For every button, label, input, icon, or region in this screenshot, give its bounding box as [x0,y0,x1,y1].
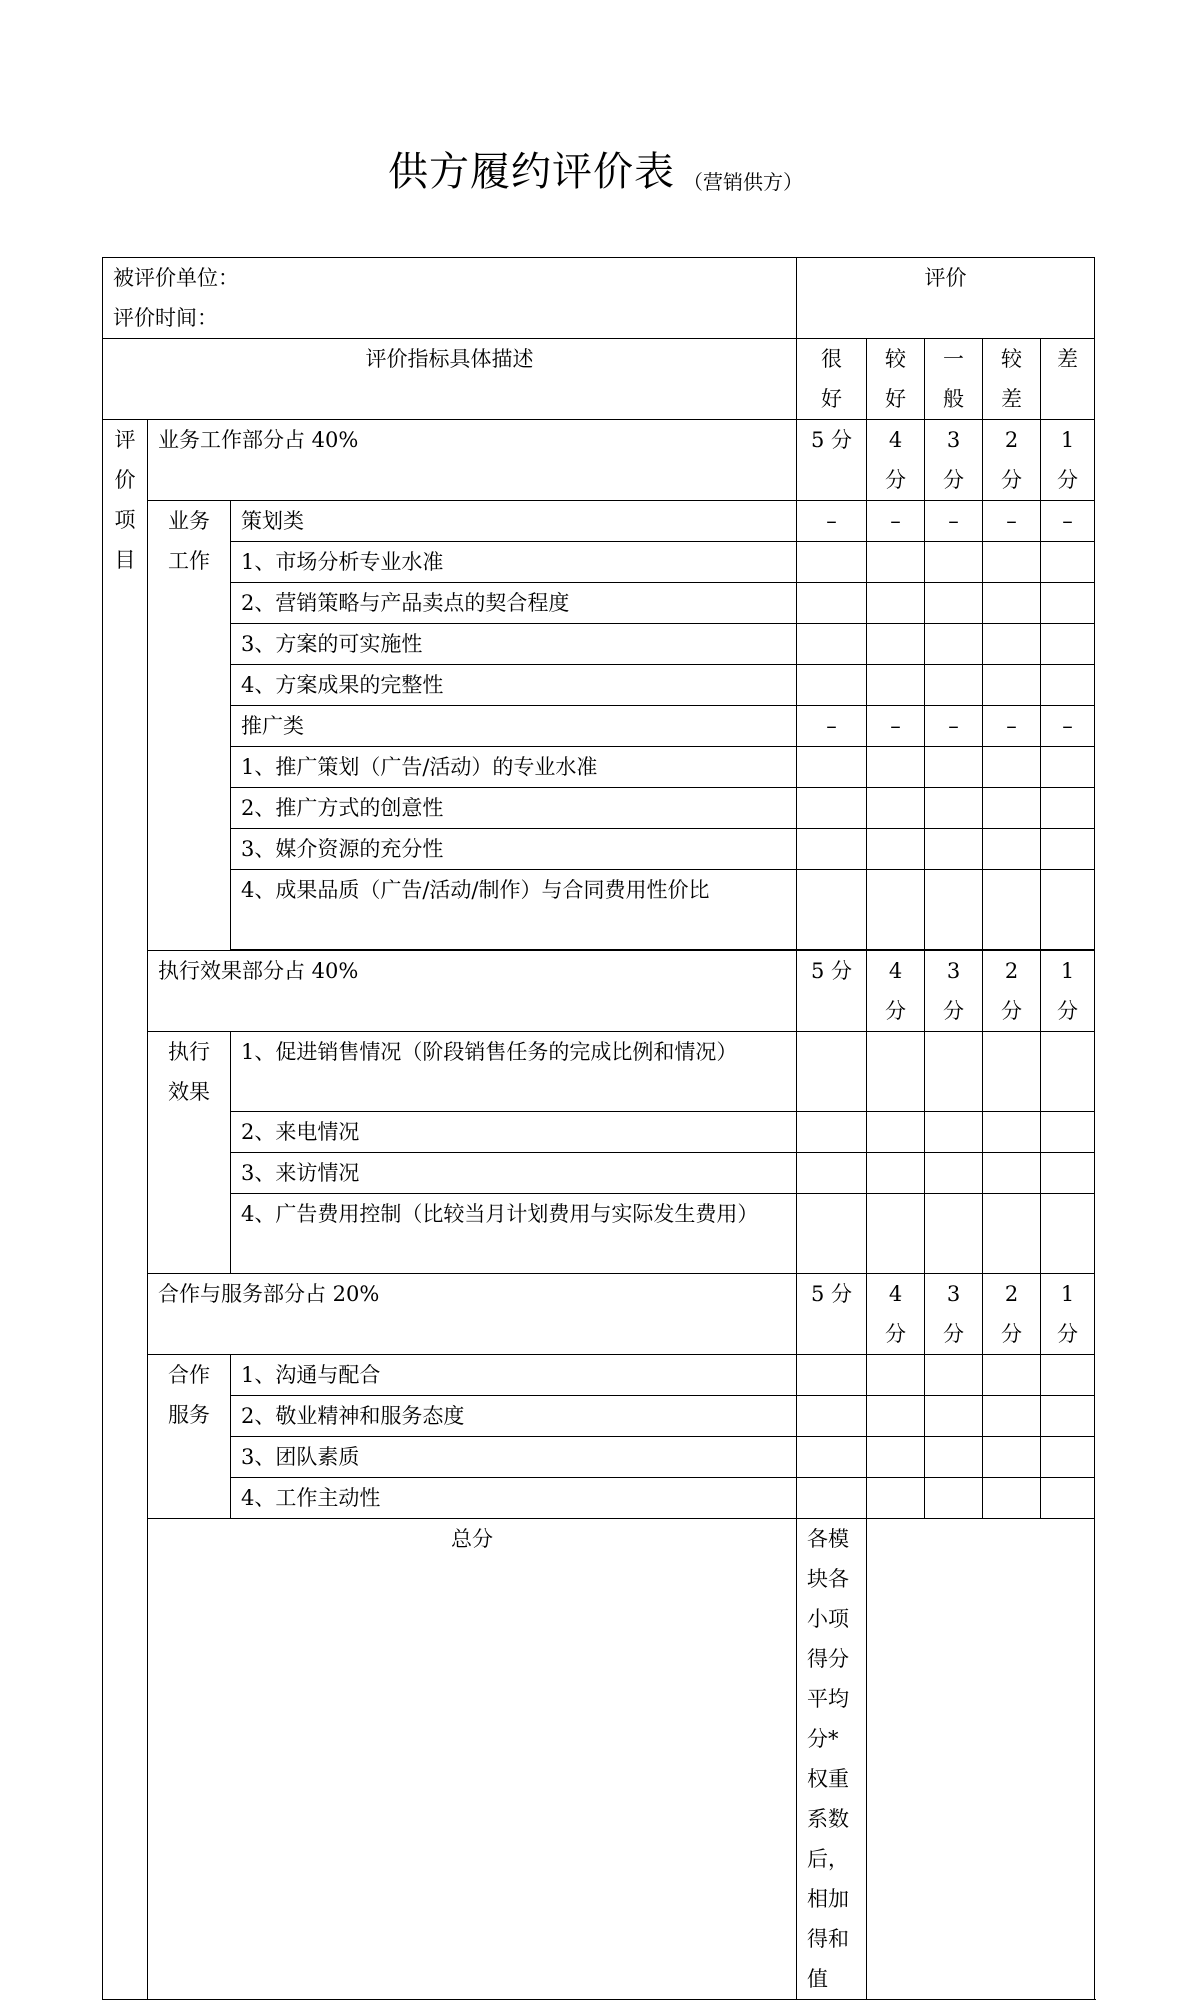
table-row [103,583,1095,624]
score-cell[interactable] [867,624,925,665]
score-cell[interactable] [925,583,983,624]
business-label: 业务 工作 [148,501,231,951]
dash-cell: – [925,501,983,542]
description-label: 评价指标具体描述 [365,347,534,371]
score-cell[interactable] [867,1355,925,1396]
score-cell[interactable] [983,1478,1041,1519]
score-cell[interactable] [925,624,983,665]
score-cell[interactable] [867,1112,925,1153]
score-cell[interactable] [797,542,867,583]
score-cell[interactable] [983,583,1041,624]
dash-cell: – [797,706,867,747]
score-cell[interactable] [983,747,1041,788]
score-cell[interactable] [1041,1355,1095,1396]
score-cell[interactable] [797,1437,867,1478]
score-cell[interactable] [983,1355,1041,1396]
score-cell[interactable] [867,1396,925,1437]
table-row [103,829,1095,870]
score-cell[interactable] [925,1478,983,1519]
score-cell[interactable] [1041,747,1095,788]
score-1: 1 分 [1041,1274,1095,1355]
evaluation-header [797,258,1095,339]
score-2: 2 分 [983,951,1041,1032]
table-row [103,1437,1095,1478]
score-cell[interactable] [983,665,1041,706]
execution-section-title: 执行效果部分占 40% [148,951,797,1032]
page-title: 供方履约评价表 [388,149,675,195]
score-cell[interactable] [797,829,867,870]
score-cell[interactable] [797,870,867,950]
score-1: 1 分 [1041,951,1095,1032]
table-row [103,1478,1095,1519]
item-text: 1、推广策划（广告/活动）的专业水准 [231,747,797,788]
promotion-head-row [103,706,1095,747]
score-cell[interactable] [1041,665,1095,706]
table-row [103,624,1095,665]
score-cell[interactable] [797,788,867,829]
item-text: 4、工作主动性 [231,1478,797,1519]
score-cell[interactable] [797,1396,867,1437]
score-5: 5 分 [797,951,867,1032]
score-cell[interactable] [867,1032,925,1112]
evaluation-table [102,257,1095,2000]
item-text: 3、方案的可实施性 [231,624,797,665]
score-1: 1 分 [1041,420,1095,501]
score-cell[interactable] [1041,1396,1095,1437]
item-text: 4、成果品质（广告/活动/制作）与合同费用性价比 [231,870,797,950]
page-subtitle: （营销供方） [683,170,803,194]
score-5: 5 分 [797,1274,867,1355]
score-cell[interactable] [867,1153,925,1194]
score-cell[interactable] [797,1355,867,1396]
score-cell[interactable] [925,829,983,870]
score-cell[interactable] [983,870,1041,950]
score-cell[interactable] [797,1032,867,1112]
dash-cell: – [867,706,925,747]
item-text: 4、方案成果的完整性 [231,665,797,706]
score-cell[interactable] [797,1153,867,1194]
score-cell[interactable] [983,1153,1041,1194]
dash-cell: – [1041,501,1095,542]
score-4: 4 分 [867,1274,925,1355]
item-text: 2、推广方式的创意性 [231,788,797,829]
table-row [103,1032,1095,1112]
planning-head: 策划类 [231,501,797,542]
cooperation-label: 合作 服务 [148,1355,231,1519]
score-cell[interactable] [867,1194,925,1274]
dash-cell: – [925,706,983,747]
score-cell[interactable] [867,829,925,870]
score-cell[interactable] [867,583,925,624]
score-cell[interactable] [1041,1032,1095,1112]
score-cell[interactable] [925,1355,983,1396]
table-row [103,747,1095,788]
item-text: 3、团队素质 [231,1437,797,1478]
item-text: 2、营销策略与产品卖点的契合程度 [231,583,797,624]
execution-section-row [103,951,1095,1032]
rating-bad: 差 [1041,339,1095,420]
score-cell[interactable] [983,1112,1041,1153]
score-cell[interactable] [983,542,1041,583]
score-2: 2 分 [983,420,1041,501]
score-cell[interactable] [1041,624,1095,665]
total-description: 各模块各小项得分平均分*权重系数后，相加得和值 [797,1519,867,2000]
score-cell[interactable] [1041,583,1095,624]
score-cell[interactable] [867,788,925,829]
execution-label: 执行 效果 [148,1032,231,1274]
score-cell[interactable] [925,747,983,788]
score-cell[interactable] [925,870,983,950]
score-cell[interactable] [925,1153,983,1194]
score-cell[interactable] [983,829,1041,870]
table-row [103,788,1095,829]
score-2: 2 分 [983,1274,1041,1355]
table-row [103,1396,1095,1437]
rating-good: 较 好 [867,339,925,420]
table-row [103,1153,1095,1194]
table-row [103,665,1095,706]
score-cell[interactable] [867,1478,925,1519]
score-cell[interactable] [925,542,983,583]
score-cell[interactable] [925,665,983,706]
score-3: 3 分 [925,951,983,1032]
score-cell[interactable] [1041,1153,1095,1194]
score-cell[interactable] [925,788,983,829]
evaluation-items-label: 评 价 项 目 [103,420,148,2000]
score-cell[interactable] [797,1112,867,1153]
score-cell[interactable] [1041,870,1095,950]
business-section-row [103,420,1095,501]
unit-label: 被评价单位： [113,266,239,290]
score-cell[interactable] [925,1194,983,1274]
score-3: 3 分 [925,420,983,501]
score-cell[interactable] [1041,542,1095,583]
score-cell[interactable] [1041,1478,1095,1519]
score-cell[interactable] [983,1396,1041,1437]
header-row-unit [103,258,1095,339]
item-text: 2、敬业精神和服务态度 [231,1396,797,1437]
planning-head-row [103,501,1095,542]
score-cell[interactable] [1041,788,1095,829]
rating-average: 一 般 [925,339,983,420]
score-4: 4 分 [867,951,925,1032]
time-label: 评价时间： [113,306,218,330]
table-row [103,1112,1095,1153]
score-4: 4 分 [867,420,925,501]
score-cell[interactable] [1041,1194,1095,1274]
title-block [0,140,1191,197]
total-score-cell[interactable] [867,1519,1095,2000]
evaluation-label: 评价 [924,266,967,290]
table-row [103,1355,1095,1396]
score-cell[interactable] [797,1478,867,1519]
score-cell[interactable] [1041,1437,1095,1478]
score-cell[interactable] [867,1437,925,1478]
score-cell[interactable] [797,1194,867,1274]
score-cell[interactable] [925,1396,983,1437]
score-cell[interactable] [867,542,925,583]
item-text: 1、沟通与配合 [231,1355,797,1396]
cooperation-section-row [103,1274,1095,1355]
dash-cell: – [797,501,867,542]
item-text: 3、媒介资源的充分性 [231,829,797,870]
dash-cell: – [867,501,925,542]
item-text: 2、来电情况 [231,1112,797,1153]
item-text: 3、来访情况 [231,1153,797,1194]
score-cell[interactable] [983,1437,1041,1478]
item-text: 1、促进销售情况（阶段销售任务的完成比例和情况） [231,1032,797,1112]
score-cell[interactable] [983,1032,1041,1112]
rating-poor: 较 差 [983,339,1041,420]
total-row [103,1519,1095,2000]
score-5: 5 分 [797,420,867,501]
total-label: 总分 [148,1519,797,2000]
dash-cell: – [983,706,1041,747]
score-cell[interactable] [925,1112,983,1153]
score-cell[interactable] [797,624,867,665]
dash-cell: – [983,501,1041,542]
score-cell[interactable] [867,870,925,950]
header-row-ratings [103,339,1095,420]
score-cell[interactable] [867,665,925,706]
score-cell[interactable] [983,624,1041,665]
score-cell[interactable] [797,583,867,624]
score-cell[interactable] [925,1032,983,1112]
score-3: 3 分 [925,1274,983,1355]
item-text: 1、市场分析专业水准 [231,542,797,583]
score-cell[interactable] [797,747,867,788]
score-cell[interactable] [925,1437,983,1478]
dash-cell: – [1041,706,1095,747]
unit-time-cell[interactable] [103,258,797,339]
cooperation-section-title: 合作与服务部分占 20% [148,1274,797,1355]
score-cell[interactable] [1041,1112,1095,1153]
score-cell[interactable] [1041,829,1095,870]
description-header [103,339,797,420]
score-cell[interactable] [867,747,925,788]
score-cell[interactable] [983,1194,1041,1274]
table-row [103,1194,1095,1274]
score-cell[interactable] [797,665,867,706]
rating-very-good: 很 好 [797,339,867,420]
promotion-head: 推广类 [231,706,797,747]
table-row [103,542,1095,583]
score-cell[interactable] [983,788,1041,829]
item-text: 4、广告费用控制（比较当月计划费用与实际发生费用） [231,1194,797,1274]
business-section-title: 业务工作部分占 40% [148,420,797,501]
table-row [103,870,1095,950]
